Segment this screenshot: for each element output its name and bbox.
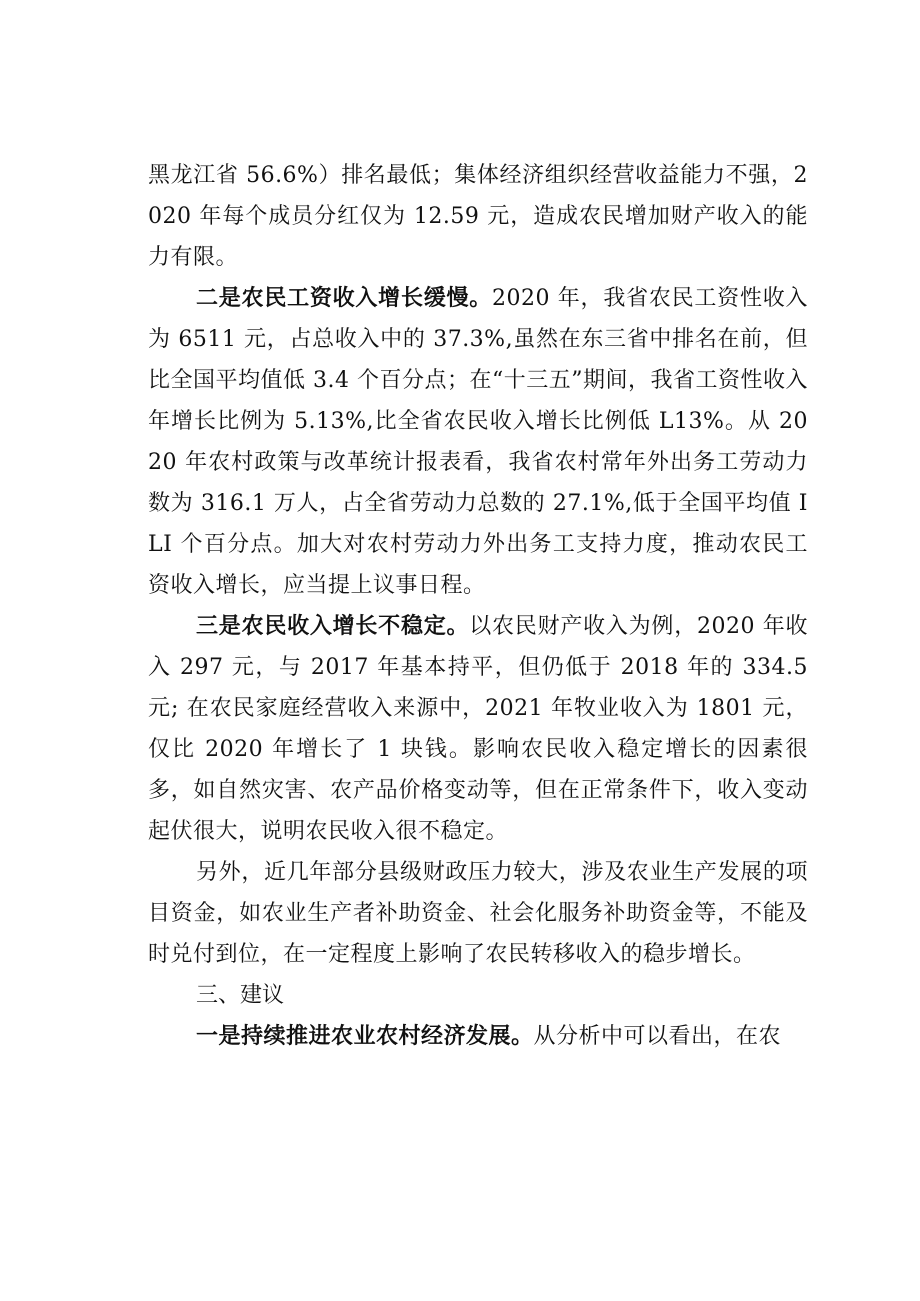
paragraph-text: 黑龙江省 56.6%）排名最低；集体经济组织经营收益能力不强，2020 年每个成员分红仅为 12.59 元，造成农民增加财产收入的能力有限。 — [148, 163, 808, 270]
paragraph-text: 从分析中可以看出，在农 — [533, 1024, 782, 1049]
paragraph-lead: 三是农民收入增长不稳定。 — [196, 613, 470, 639]
paragraph-lead: 一是持续推进农业农村经济发展。 — [196, 1023, 534, 1049]
paragraph-text: 2020 年，我省农民工资性收入为 6511 元，占总收入中的 37.3%,虽然在东三省中排名在前，但比全国平均值低 3.4 个百分点；在“十三五”期间，我省工资性收入年增长比例为 5.13%,比全省农民收入增长比例低 L13%。从 2020 年农村政策与改革统计报表看，我省农村常年外出务工劳动力数为 316.1 万人，占全省劳动力总数的 27.1%,低于全国平均值 ILI 个百分点。加大对农村劳动力外出务工支持力度，推动农民工资收入增长，应当提上议事日程。 — [148, 286, 808, 598]
paragraph-text: 另外，近几年部分县级财政压力较大，涉及农业生产发展的项目资金，如农业生产者补助资金、社会化服务补助资金等，不能及时兑付到位，在一定程度上影响了农民转移收入的稳步增长。 — [148, 860, 808, 967]
paragraph-lead: 二是农民工资收入增长缓慢。 — [196, 285, 493, 311]
paragraph-continuation — [148, 155, 808, 278]
paragraph-fiscal-pressure — [148, 852, 808, 975]
paragraph-income-instability — [148, 606, 808, 852]
paragraph-text: 以农民财产收入为例，2020 年收入 297 元，与 2017 年基本持平，但仍低于 2018 年的 334.5 元; 在农民家庭经营收入来源中，2021 年牧业收入为 1801 元，仅比 2020 年增长了 1 块钱。影响农民收入稳定增长的因素很多，如自然灾害、农产品价格变动等，但在正常条件下，收入变动起伏很大，说明农民收入很不稳定。 — [148, 614, 808, 844]
paragraph-wage-income — [148, 278, 808, 606]
paragraph-recommendation — [148, 1016, 808, 1057]
section-heading: 三、建议 — [196, 983, 285, 1008]
body-text — [148, 155, 808, 1057]
